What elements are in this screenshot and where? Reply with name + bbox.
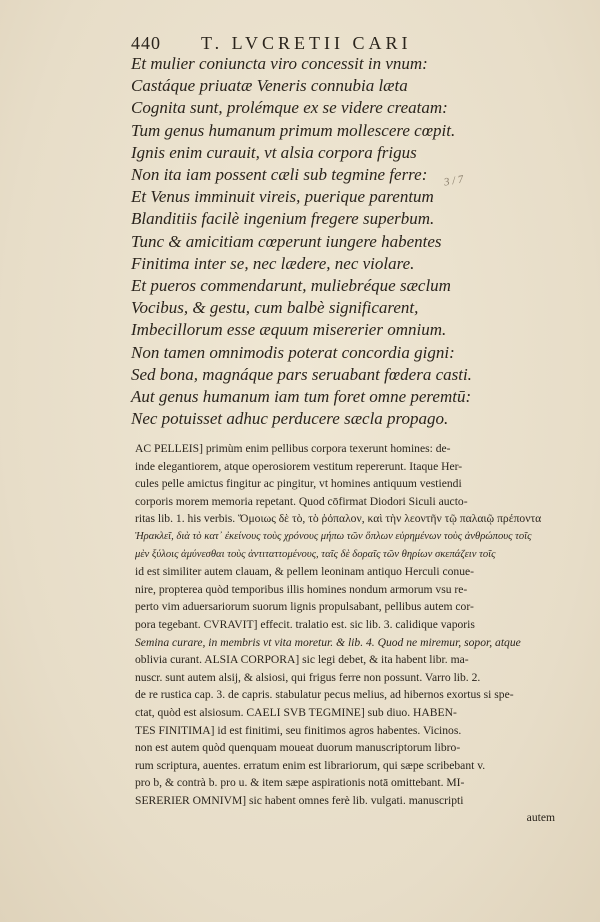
verse-line: Non tamen omnimodis poterat concordia gigni:: [131, 342, 455, 362]
catchword: autem: [526, 811, 555, 825]
commentary-line: pro b, & contrà b. pro u. & item sæpe aspirationis notā omittebant. MI-: [135, 776, 465, 790]
commentary-line: oblivia curant. ALSIA CORPORA] sic legi debet, & ita habent libr. ma-: [135, 653, 469, 667]
commentary-line: nire, propterea quòd temporibus illis homines nondum armorum vsu re-: [135, 582, 468, 596]
verse-line: Imbecillorum esse æquum misererier omnium.: [131, 320, 447, 340]
verse-line: Tum genus humanum primum mollescere cœpit.: [131, 120, 456, 140]
commentary-line: pora tegebant. CVRAVIT] effecit. tralatio est. sic lib. 3. calidique vaporis: [135, 617, 475, 631]
verse-line: Et mulier coniuncta viro concessit in vnum:: [131, 54, 428, 73]
verse-line: Blanditiis facilè ingenium fregere superbum.: [131, 209, 435, 229]
commentary-line-greek: μὲν ξύλοις ἀμύνεσθαι τοὺς ἀντιταττομένους, ταῖς δὲ δοραῖς τῶν θηρίων σκεπάζειν τοῖς: [135, 548, 496, 560]
commentary-line: de re rustica cap. 3. de capris. stabulatur pecus melius, ad hibernos exortus si spe-: [135, 688, 514, 702]
verse-line: Tunc & amicitiam cœperunt iungere habentes: [131, 231, 442, 251]
verse-line: Nec potuisset adhuc perducere sæcla propago.: [131, 409, 449, 429]
commentary-block: [135, 440, 555, 827]
commentary-line: corporis morem memoria repetant. Quod cōfirmat Diodori Siculi aucto-: [135, 494, 468, 508]
commentary-line: cules pelle amictus fingitur ac pingitur, vt homines antiquum vestiendi: [135, 477, 462, 491]
commentary-line: TES FINITIMA] id est finitimi, seu finitimos agros habentes. Vicinos.: [135, 723, 462, 737]
margin-annotation: 3 / 7: [443, 173, 465, 189]
commentary-line: AC PELLEIS] primùm enim pellibus corpora texerunt homines: de-: [135, 442, 451, 455]
verse-line: Et pueros commendarunt, muliebréque sæclum: [131, 276, 451, 296]
verse-block: [131, 53, 511, 430]
verse-line: Non ita iam possent cæli sub tegmine ferre:: [131, 165, 428, 185]
commentary-line: perto vim aduersariorum suorum lignis propulsabant, pellibus autem cor-: [135, 600, 474, 614]
commentary-line: nuscr. sunt autem alsij, & alsiosi, qui frigus ferre non possunt. Varro lib. 2.: [135, 670, 481, 684]
verse-line: Castáque priuatæ Veneris connubia læta: [131, 76, 408, 96]
commentary-line: inde elegantiorem, atque operosiorem vestitum repererunt. Itaque Her-: [135, 459, 463, 473]
commentary-line: rum scriptura, auentes. erratum enim est librariorum, qui sæpe scribebant v.: [135, 758, 486, 772]
page-header: [131, 33, 491, 55]
commentary-line: id est similiter autem clauam, & pellem leoninam antiquo Herculi conue-: [135, 565, 475, 579]
verse-line: Cognita sunt, prolémque ex se videre creatam:: [131, 98, 448, 118]
commentary-line: Semina curare, in membris vt vita moretur. & lib. 4. Quod ne miremur, sopor, atque: [135, 635, 521, 649]
verse-line: Ignis enim curauit, vt alsia corpora frigus: [131, 142, 417, 162]
verse-line: Sed bona, magnáque pars seruabant fœdera casti.: [131, 364, 472, 384]
commentary-line-greek: Ἡρακλεῖ, διὰ τὸ κατ᾽ ἐκείνους τοὺς χρόνους μήπω τῶν ὅπλων εὑρημένων τοὺς ἀνθρώπους τοῖς: [135, 530, 532, 542]
verse-line: Aut genus humanum iam tum foret omne peremtū:: [131, 387, 472, 407]
verse-line: Et Venus imminuit vireis, puerique parentum: [131, 187, 434, 207]
page-number: 440: [131, 33, 161, 53]
running-head: T. LVCRETII CARI: [201, 33, 412, 53]
commentary-line: SERERIER OMNIVM] sic habent omnes ferè lib. vulgati. manuscripti: [135, 793, 464, 807]
verse-line: Finitima inter se, nec lædere, nec violare.: [131, 253, 415, 273]
verse-line: Vocibus, & gestu, cum balbè significarent,: [131, 298, 419, 318]
commentary-line: non est autem quòd quenquam moueat duorum manuscriptorum libro-: [135, 741, 461, 755]
commentary-line: ctat, quòd est alsiosum. CAELI SVB TEGMINE] sub diuo. HABEN-: [135, 705, 457, 719]
commentary-line: ritas lib. 1. his verbis. Ὅμοιως δὲ τὸ, τὸ ῥόπαλον, καὶ τὴν λεοντῆν τῷ παλαιῷ πρέποντα: [135, 512, 542, 526]
